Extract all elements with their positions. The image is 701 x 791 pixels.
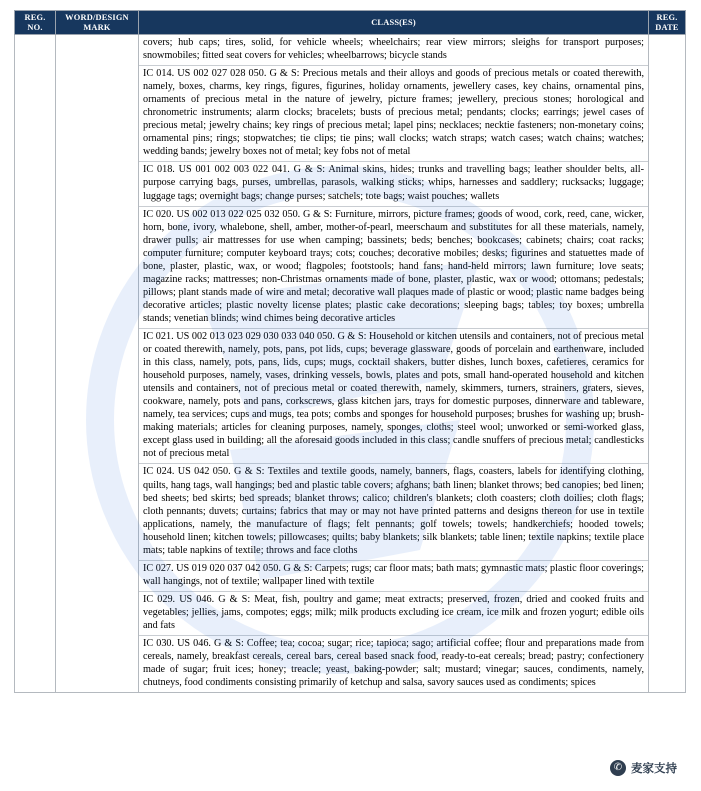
reg-date-cell (649, 35, 686, 693)
class-entry: IC 014. US 002 027 028 050. G & S: Precious metals and their alloys and goods of precious metals or coated therewith, namely, boxes, charms, key rings, figures, figurines, holiday ornaments, jewellery cases, key chains, ornamental pins, ornaments of precious metal in the nature of jewelry, picture frames; jewellery, precious stones; horological and chronometric instruments; alarm clocks; bracelets; busts of precious metal; pendants; clocks; earrings; jewel cases of precious metal; jewelry chains; key rings of precious metal; lapel pins; necklaces; necktie fasteners; non-monetary coins; ornamental pins; rings; stopwatches; tie clips; tie pins; wall clocks; watch straps; watch cases; watch chains; watches; wedding bands; jewelry boxes not of metal; key fobs not of metal (139, 66, 648, 162)
wechat-icon: ✆ (610, 760, 626, 776)
class-entry: covers; hub caps; tires, solid, for vehicle wheels; wheelchairs; rear view mirrors; sleighs for transport purposes; snowmobiles; fitted seat covers for vehicles; wheelbarrows; bicycle stands (139, 35, 648, 66)
class-entry: IC 024. US 042 050. G & S: Textiles and textile goods, namely, banners, flags, coasters, labels for identifying clothing, quilts, hang tags, wall hangings; bed and plastic table covers; afghans; bath linen; blanket throws; bed canopies; bed linen; bed sheets; bed skirts; bed spreads; blanket throws; calico; children's blankets; cloth coasters; cloth doilies; cloth flags; cloth pennants; duvets; curtains; fabrics that may or may not have printed patterns and designs thereon for use in textile applications, namely, the manufacture of flags; felt pennants; golf towels; towels; handkerchiefs; hooded towels; household linen; kitchen towels; pillowcases; quilts; baby blankets; silk blankets; table linen; textile napkins; textile place mats; table napkins of textile; throws and face cloths (139, 464, 648, 560)
class-entry: IC 021. US 002 013 023 029 030 033 040 050. G & S: Household or kitchen utensils and containers, not of precious metal or coated therewith, namely, pots, pans, pot lids, cups; beverage glassware, goods of porcelain and earthenware, included in this class, namely, pots, pans, lids, cups; mugs, cocktail shakers, butter dishes, lunch boxes, cafetieres, ceramics for household purposes, namely, vases, drinking vessels, bowls, plates and pots, small hand-operated household and kitchen utensils and containers, not of precious metal or coated therewith, namely, skimmers, turners, strainers, graters, sieves, cookware, namely, pots and pans, corkscrews, glass kitchen jars, trays for domestic purposes, dinnerware and tableware, namely, tea services; cups and mugs, tea pots; combs and sponges for household purposes; brushes for washing up; brush-making materials; articles for cleaning purposes, namely, sponges, cloths; steel wool; unworked or semi-worked glass, except glass used in building; all the aforesaid goods included in this class; candle snuffers of precious metal; candlesticks not of precious metal (139, 329, 648, 464)
brand-text: 麦家支持 (631, 761, 677, 775)
header-mark: WORD/DESIGN MARK (56, 11, 139, 35)
table-row (15, 35, 686, 693)
table-header-row (15, 11, 686, 35)
class-entry: IC 027. US 019 020 037 042 050. G & S: Carpets; rugs; car floor mats; bath mats; gymnastic mats; plastic floor coverings; wall hangings, not of textile; wallpaper lined with textile (139, 561, 648, 592)
classes-cell (139, 35, 649, 693)
mark-cell (56, 35, 139, 693)
header-reg-date: REG. DATE (649, 11, 686, 35)
trademark-table (14, 10, 686, 693)
class-entry: IC 029. US 046. G & S: Meat, fish, poultry and game; meat extracts; preserved, frozen, dried and cooked fruits and vegetables; jellies, jams, compotes; eggs; milk; milk products excluding ice cream, ice milk and frozen yogurt; edible oils and fats (139, 592, 648, 636)
class-entry: IC 018. US 001 002 003 022 041. G & S: Animal skins, hides; trunks and travelling bags; leather shoulder belts, all-purpose carrying bags, purses, umbrellas, parasols, walking sticks; whips, harnesses and saddlery; rucksacks; luggage; luggage tags; overnight bags; change purses; satchels; tote bags; waist pouches; wallets (139, 162, 648, 206)
header-reg-no: REG. NO. (15, 11, 56, 35)
class-entry: IC 030. US 046. G & S: Coffee; tea; cocoa; sugar; rice; tapioca; sago; artificial coffee; flour and preparations made from cereals, namely, breakfast cereals, cereal bars, cereal based snack food, ready-to-eat cereals; bread; pastry; confectionery made of sugar; fruit ices; honey; treacle; yeast, baking-powder; salt; mustard; vinegar; sauces, condiments, namely, chutneys, food condiments consisting primarily of ketchup and salsa, savory sauces used as condiments; spices (143, 638, 644, 689)
class-entry: IC 020. US 002 013 022 025 032 050. G & S: Furniture, mirrors, picture frames; goods of wood, cork, reed, cane, wicker, horn, bone, ivory, whalebone, shell, amber, mother-of-pearl, meerschaum and substitutes for all these materials, namely, drawer pulls; air mattresses for use when camping; bassinets; beds; benches; bookcases; cabinets; chairs; coat racks; computer furniture; computer keyboard trays; cots; couches; decorative mobiles; desks; figurines and statuettes made of bone, plaster, plastic, wax, or wood; flagpoles; footstools; hand fans; hand-held mirrors; lawn furniture; love seats; magazine racks; mattresses; non-Christmas ornaments made of bone, plaster, plastic, wax or wood; ottomans; pedestals; pillows; plant stands made of wire and metal; decorative wall plaques made of plastic or wood; plastic name badges being decorative articles; plastic novelty license plates; plastic cake decorations; sleeping bags; tables; toy boxes; umbrella stands; venetian blinds; wind chimes being decorative articles (139, 207, 648, 329)
brand-badge (606, 759, 681, 777)
reg-no-cell (15, 35, 56, 693)
header-classes: CLASS(ES) (139, 11, 649, 35)
